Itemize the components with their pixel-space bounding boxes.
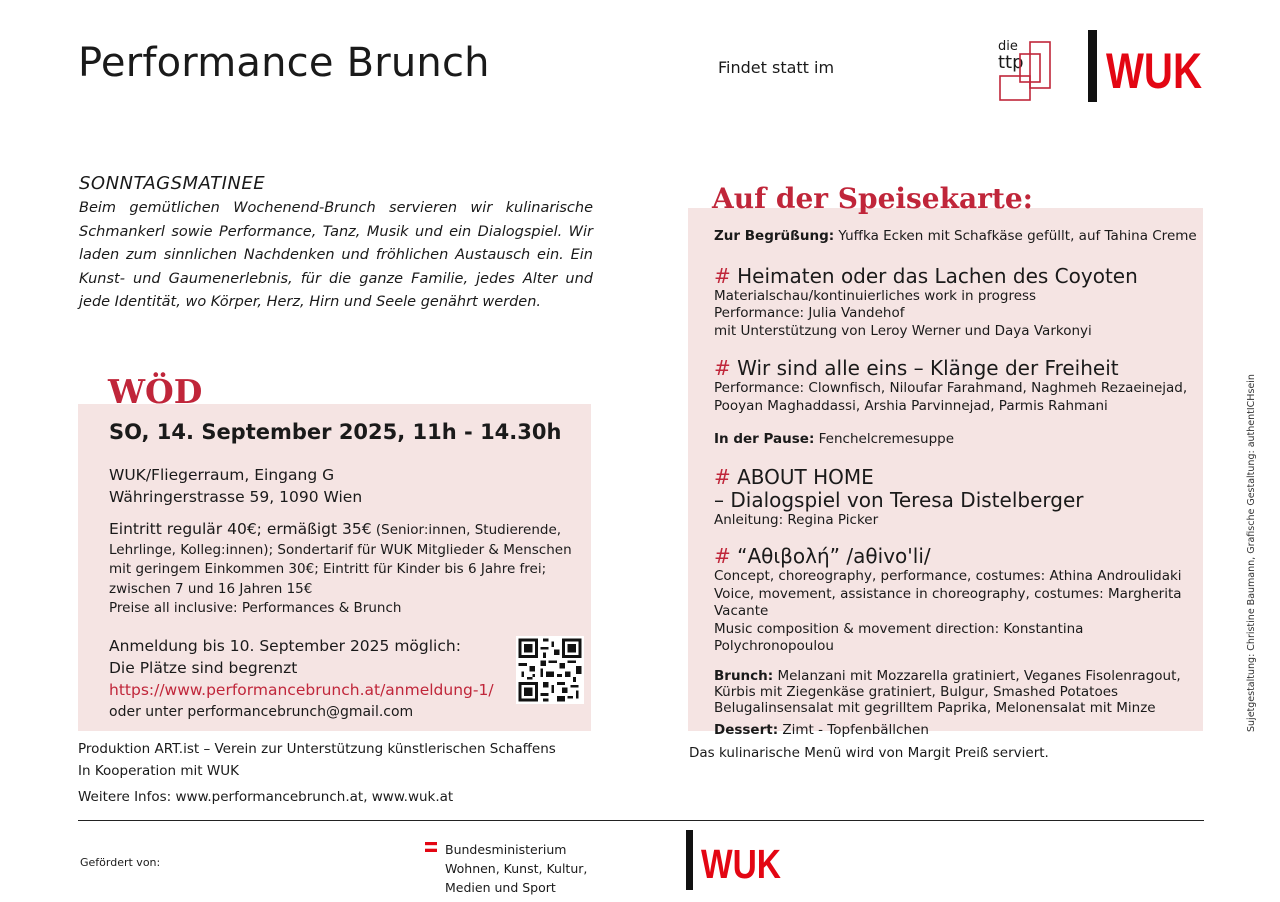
qr-code[interactable] [516,636,584,704]
hash-mark: # [714,356,731,380]
registration [109,635,509,723]
item-4-line-3: Music composition & movement direction: Konstantina Polychronopoulou [714,620,1084,654]
menu-brunch [714,668,1200,716]
item-3-title-text: ABOUT HOME [737,464,874,489]
item-4-line-2: Voice, movement, assistance in choreography, costumes: Margherita Vacante [714,585,1182,619]
ministry-line-2: Wohnen, Kunst, Kultur, [445,861,588,876]
dessert-label: Dessert: [714,721,779,738]
item-2-title-text: Wir sind alle eins – Klänge der Freiheit [737,356,1119,380]
item-1-title-text: Heimaten oder das Lachen des Coyoten [737,263,1138,288]
brunch-text: Melanzani mit Mozzarella gratiniert, Veganes Fisolenragout, Kürbis mit Ziegenkäse gratiniert, Bulgur, Smashed Potatoes Belugalinsensalat mit gegrilltem Paprika, Melonensalat mit Minze [714,667,1181,716]
menu-item-4-title [714,545,1200,568]
item-3-line-1: Anleitung: Regina Picker [714,511,879,528]
menu-item-1-title [714,265,1200,288]
ministry-line-3: Medien und Sport [445,880,556,895]
production-line: Produktion ART.ist – Verein zur Unterstützung künstlerischen Schaffens [78,741,556,757]
menu-welcome [714,228,1200,246]
ttp-logo-die: die [998,39,1018,54]
brunch-label: Brunch: [714,667,774,684]
menu-pause [714,431,1200,449]
price-inclusive: Preise all inclusive: Performances & Brunch [109,600,402,616]
page-title: Performance Brunch [78,40,490,86]
price-detail: (Senior:innen, Studierende, Lehrlinge, Kolleg:innen); Sondertarif für WUK Mitglieder & Menschen mit geringem Einkommen 30€; Eintritt für Kinder bis 6 Jahre frei; zwischen 7 und 16 Jahren 15€ [109,522,572,597]
item-4-line-1: Concept, choreography, performance, costumes: Athina Androulidaki [714,568,1182,584]
item-4-title-text: “Αθιβολή” /aθivo'li/ [737,544,931,568]
event-date: SO, 14. September 2025, 11h - 14.30h [109,420,562,444]
cooperation-line: In Kooperation mit WUK [78,763,239,779]
wuk-logo-bottom [686,830,784,890]
welcome-text: Yuffka Ecken mit Schafkäse gefüllt, auf Tahina Creme [834,228,1197,244]
hash-mark: # [714,464,731,489]
menu-item-3-title [714,466,1200,489]
wuk-logo-text: WUK [1106,43,1202,99]
funded-by-label: Gefördert von: [80,856,161,869]
credits-text: Sujetgestaltung: Christine Baumann, Grafische Gestaltung: authentICHsein [1246,374,1257,732]
more-info[interactable]: Weitere Infos: www.performancebrunch.at, www.wuk.at [78,789,454,805]
item-2-line-1: Performance: Clownfisch, Niloufar Farahmand, Naghmeh Rezaeinejad, [714,380,1188,396]
production-info [78,738,556,782]
venue-line-1: WUK/Fliegerraum, Eingang G [109,466,335,484]
venue-line-2: Währingerstrasse 59, 1090 Wien [109,488,363,506]
ministry-logo [425,840,587,897]
footer-divider [78,820,1204,821]
ttp-logo [996,36,1056,104]
chef-note: Das kulinarische Menü wird von Margit Preiß serviert. [689,745,1049,761]
item-1-line-2: Performance: Julia Vandehof [714,305,905,321]
item-1-line-3: mit Unterstützung von Leroy Werner und Daya Varkonyi [714,322,1092,339]
price-main: Eintritt regulär 40€; ermäßigt 35€ [109,520,372,538]
menu-content [714,228,1200,739]
hash-mark: # [714,263,731,288]
venue-note: Findet statt im [718,58,835,77]
event-label: WÖD [108,372,203,411]
item-3-subtitle: – Dialogspiel von Teresa Distelberger [714,487,1084,512]
wuk-logo-bottom-text: WUK [701,841,782,887]
item-2-line-2: Pooyan Maghaddassi, Arshia Parvinnejad, Parmis Rahmani [714,397,1108,414]
register-line-2: Die Plätze sind begrenzt [109,659,298,677]
menu-dessert [714,722,1200,740]
event-venue [109,464,362,508]
menu-item-2-title [714,357,1200,380]
design-credits [1232,342,1257,732]
register-line-1: Anmeldung bis 10. September 2025 möglich: [109,637,461,655]
dessert-text: Zimt - Topfenbällchen [778,721,929,738]
ttp-logo-ttp: ttp [998,52,1024,73]
welcome-label: Zur Begrüßung: [714,228,835,244]
pause-label: In der Pause: [714,431,815,447]
register-email[interactable]: oder unter performancebrunch@gmail.com [109,704,414,720]
menu-title: Auf der Speisekarte: [712,182,1033,215]
item-1-line-1: Materialschau/kontinuierliches work in progress [714,287,1037,304]
pause-text: Fenchelcremesuppe [814,431,955,447]
register-link[interactable]: https://www.performancebrunch.at/anmeldung-1/ [109,681,494,699]
matinee-description: Beim gemütlichen Wochenend-Brunch servieren wir kulinarische Schmankerl sowie Performance, Tanz, Musik und ein Dialogspiel. Wir laden zum sinnlichen Nachdenken und fröhlichen Austausch ein. Ein Kunst- und Gaumenerlebnis, für die ganze Familie, jedes Alter und jede Identität, wo Körper, Herz, Hirn und Seele genährt werden. [79,200,593,310]
ministry-line-1: Bundesministerium [445,842,567,857]
hash-mark: # [714,544,731,568]
matinee-heading: SONNTAGSMATINEE [79,173,266,194]
wuk-logo-top [1088,30,1206,102]
event-prices [109,520,589,619]
